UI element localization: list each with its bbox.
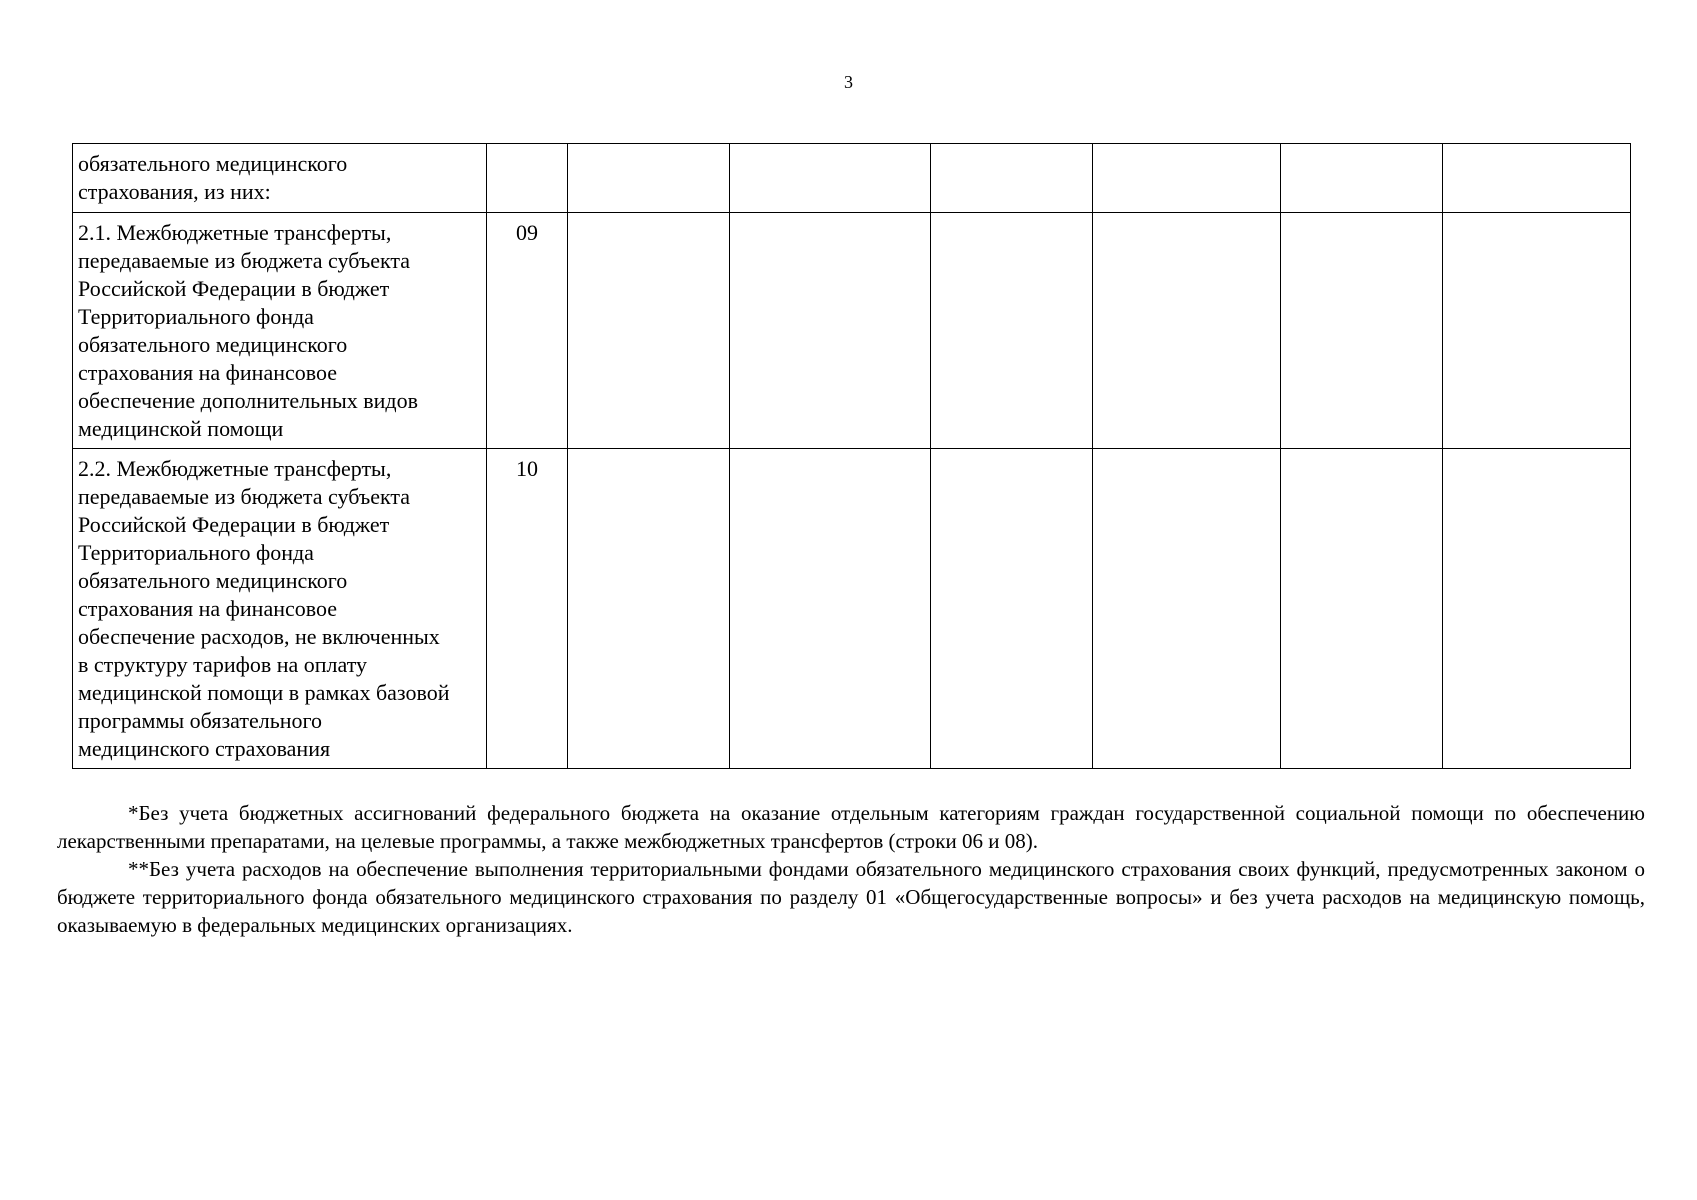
row-code-cell: 09 [487, 213, 568, 449]
row-name-cell [73, 144, 487, 213]
table-row [73, 144, 1631, 213]
footnote-double-asterisk: **Без учета расходов на обеспечение выполнения территориальными фондами обязательного медицинского страхования своих функций, предусмотренных законом о бюджете территориального фонда обязательного медицинского страхования по разделу 01 «Общегосударственные вопросы» и без учета расходов на медицинскую помощь, оказываемую в федеральных медицинских организациях. [57, 857, 1645, 937]
value-cell [1443, 449, 1631, 769]
row-name-line: в структуру тарифов на оплату [78, 652, 368, 677]
value-cell [568, 213, 730, 449]
row-name-line: медицинского страхования [78, 736, 331, 761]
value-cell [1093, 213, 1281, 449]
value-cell [931, 213, 1093, 449]
value-cell [931, 449, 1093, 769]
row-name-line: обязательного медицинского [78, 151, 348, 176]
row-name-line: Российской Федерации в бюджет [78, 512, 390, 537]
row-name-line: 2.2. Межбюджетные трансферты, [78, 456, 392, 481]
row-name-cell [73, 449, 487, 769]
row-name-line: обязательного медицинского [78, 568, 348, 593]
value-cell [1443, 144, 1631, 213]
value-cell [1093, 144, 1281, 213]
value-cell [1281, 213, 1443, 449]
value-cell [931, 144, 1093, 213]
row-name-line: обеспечение дополнительных видов [78, 388, 419, 413]
value-cell [568, 449, 730, 769]
row-name-cell [73, 213, 487, 449]
row-name-line: медицинской помощи в рамках базовой [78, 680, 450, 705]
value-cell [1443, 213, 1631, 449]
value-cell [730, 449, 931, 769]
row-name-line: Российской Федерации в бюджет [78, 276, 390, 301]
row-code-cell [487, 144, 568, 213]
value-cell [1281, 449, 1443, 769]
value-cell [568, 144, 730, 213]
value-cell [730, 144, 931, 213]
value-cell [1281, 144, 1443, 213]
row-name-line: страхования на финансовое [78, 596, 338, 621]
row-name-line: передаваемые из бюджета субъекта [78, 248, 411, 273]
row-name-line: передаваемые из бюджета субъекта [78, 484, 411, 509]
footnotes [57, 799, 1645, 939]
row-name-line: страхования, из них: [78, 179, 271, 204]
row-name-line: Территориального фонда [78, 540, 314, 565]
budget-table [72, 143, 1631, 769]
row-name-line: обязательного медицинского [78, 332, 348, 357]
footnote-single-asterisk: *Без учета бюджетных ассигнований федерального бюджета на оказание отдельным категориям граждан государственной социальной помощи по обеспечению лекарственными препаратами, на целевые программы, а также межбюджетных трансфертов (строки 06 и 08). [57, 801, 1645, 853]
table-row [73, 449, 1631, 769]
table-row [73, 213, 1631, 449]
row-name-line: программы обязательного [78, 708, 322, 733]
row-name-line: Территориального фонда [78, 304, 314, 329]
row-name-line: медицинской помощи [78, 416, 284, 441]
page-number: 3 [844, 72, 853, 92]
row-name-line: обеспечение расходов, не включенных [78, 624, 440, 649]
row-code-cell: 10 [487, 449, 568, 769]
row-name-line: 2.1. Межбюджетные трансферты, [78, 220, 392, 245]
value-cell [1093, 449, 1281, 769]
row-name-line: страхования на финансовое [78, 360, 338, 385]
value-cell [730, 213, 931, 449]
